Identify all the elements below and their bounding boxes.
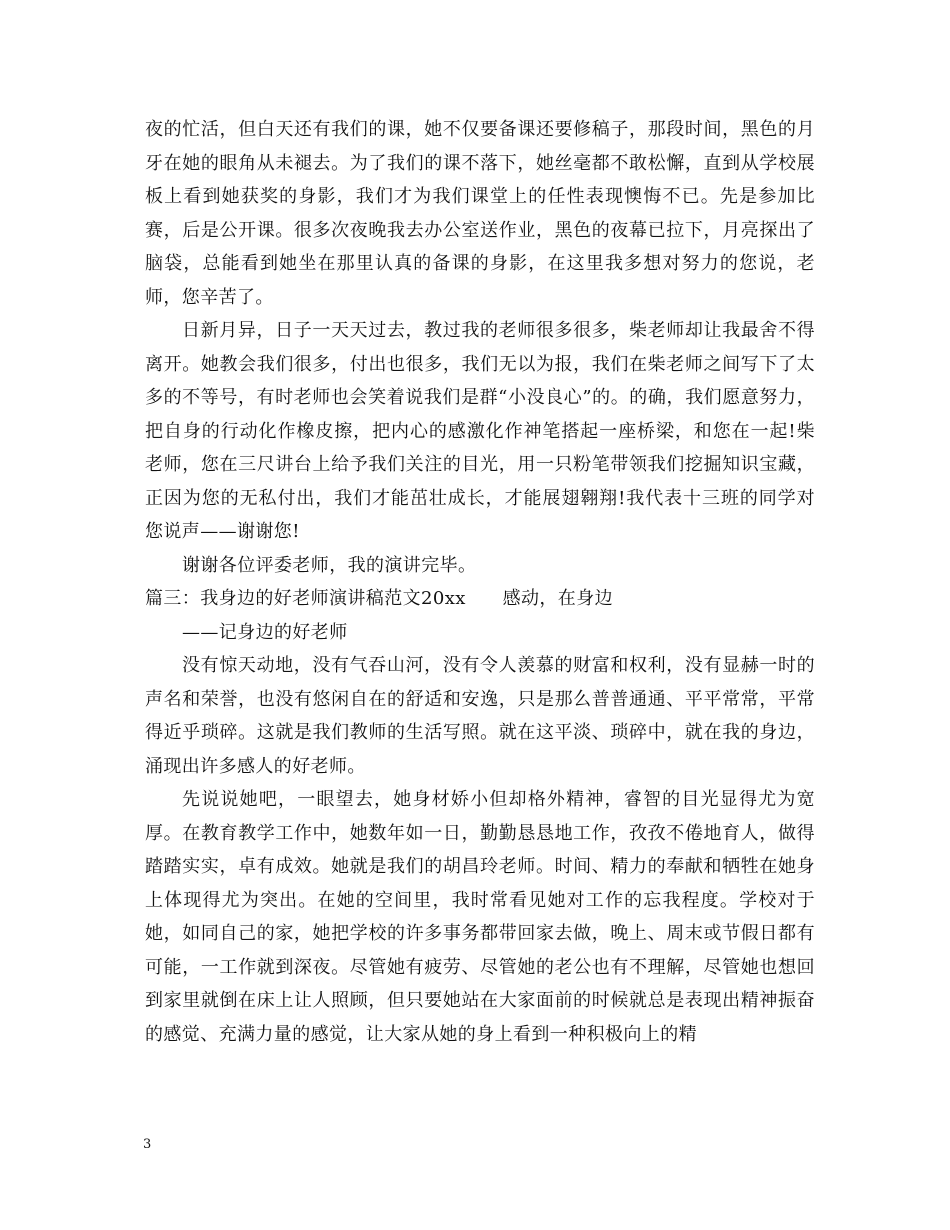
paragraph-teacher-chai: 日新月异，日子一天天过去，教过我的老师很多很多，柴老师却让我最舍不得离开。她教会我们很多，付出也很多，我们无以为报，我们在柴老师之间写下了太多的不等号，有时老师也会笑着说我们是群“小没良心”的。的确，我们愿意努力，把自身的行动化作橡皮擦，把内心的感激化作神笔搭起一座桥梁，和您在一起!柴老师，您在三尺讲台上给予我们关注的目光，用一只粉笔带领我们挖掘知识宝藏，正因为您的无私付出，我们才能茁壮成长，才能展翅翱翔!我代表十三班的同学对您说声——谢谢您! (145, 320, 815, 542)
section-heading: 篇三：我身边的好老师演讲稿范文20xx 感动，在身边 (145, 588, 614, 609)
paragraph-continuation: 夜的忙活，但白天还有我们的课，她不仅要备课还要修稿子，那段时间，黑色的月牙在她的眼角从未褪去。为了我们的课不落下，她丝毫都不敢松懈，直到从学校展板上看到她获奖的身影，我们才为我们课堂上的任性表现懊悔不已。先是参加比赛，后是公开课。很多次夜晚我去办公室送作业，黑色的夜幕已拉下，月亮探出了脑袋，总能看到她坐在那里认真的备课的身影，在这里我多想对努力的您说，老师，您辛苦了。 (145, 119, 815, 308)
paragraph-closing-thanks: 谢谢各位评委老师，我的演讲完毕。 (182, 554, 477, 576)
document-body (145, 113, 815, 1051)
paragraph-teacher-hu: 先说说她吧，一眼望去，她身材娇小但却格外精神，睿智的目光显得尤为宽厚。在教育教学工作中，她数年如一日，勤勤恳恳地工作，孜孜不倦地育人，做得踏踏实实，卓有成效。她就是我们的胡昌玲老师。时间、精力的奉献和牺牲在她身上体现得尤为突出。在她的空间里，我时常看见她对工作的忘我程度。学校对于她，如同自己的家，她把学校的许多事务都带回家去做，晚上、周末或节假日都有可能，一工作就到深夜。尽管她有疲劳、尽管她的老公也有不理解，尽管她也想回到家里就倒在床上让人照顾，但只要她站在大家面前的时候就总是表现出精神振奋的感觉、充满力量的感觉，让大家从她的身上看到一种积极向上的精 (145, 789, 815, 1045)
page-number: 3 (143, 1137, 152, 1152)
paragraph-ordinary-life: 没有惊天动地，没有气吞山河，没有令人羡慕的财富和权利，没有显赫一时的声名和荣誉，也没有悠闲自在的舒适和安逸，只是那么普普通通、平平常常，平常得近乎琐碎。这就是我们教师的生活写照。就在这平淡、琐碎中，就在我的身边，涌现出许多感人的好老师。 (145, 655, 815, 777)
section-subtitle: ——记身边的好老师 (182, 621, 348, 643)
